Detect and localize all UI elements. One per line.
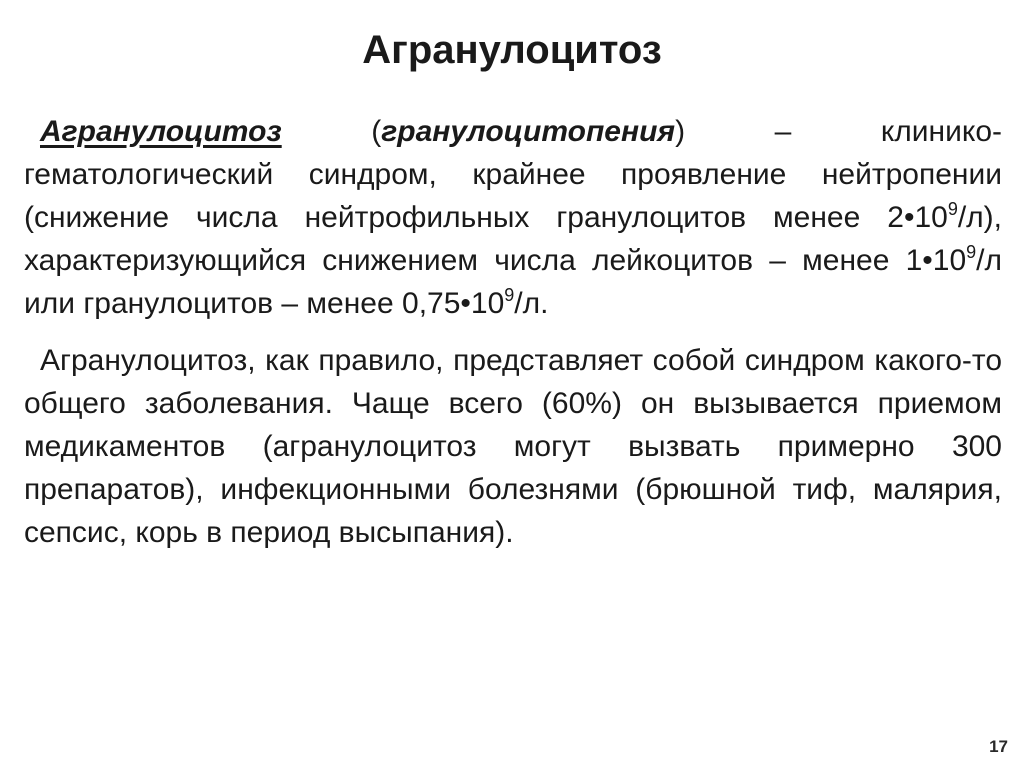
definition-text-d: /л. [514, 287, 549, 320]
open-paren: ( [281, 115, 382, 148]
definition-paragraph [24, 110, 1002, 325]
term-agranulocytosis: Агранулоцитоз [40, 115, 282, 148]
exponent-3: 9 [504, 285, 515, 305]
slide-body [24, 110, 1002, 554]
page-number: 17 [989, 737, 1008, 756]
definition-text-c: /л или гранулоцитов – менее 0,75•10 [24, 244, 1002, 320]
synonym-granulocytopenia: гранулоцитопения [381, 115, 676, 148]
exponent-1: 9 [947, 199, 958, 219]
slide-title: Агранулоцитоз [362, 28, 662, 72]
definition-text-b: /л), характеризующийся снижением числа лейкоцитов – менее 1•10 [24, 201, 1002, 277]
definition-text-a: ) – клинико-гематологический синдром, крайнее проявление нейтропении (снижение числа нейтрофильных гранулоцитов менее 2•10 [24, 115, 1003, 234]
causes-paragraph: Агранулоцитоз, как правило, представляет собой синдром какого-то общего заболевания. Чаще всего (60%) он вызывается приемом медикаментов (агранулоцитоз могут вызвать примерно 300 препаратов), инфекционными болезнями (брюшной тиф, малярия, сепсис, корь в период высыпания). [24, 344, 1002, 549]
exponent-2: 9 [966, 242, 977, 262]
